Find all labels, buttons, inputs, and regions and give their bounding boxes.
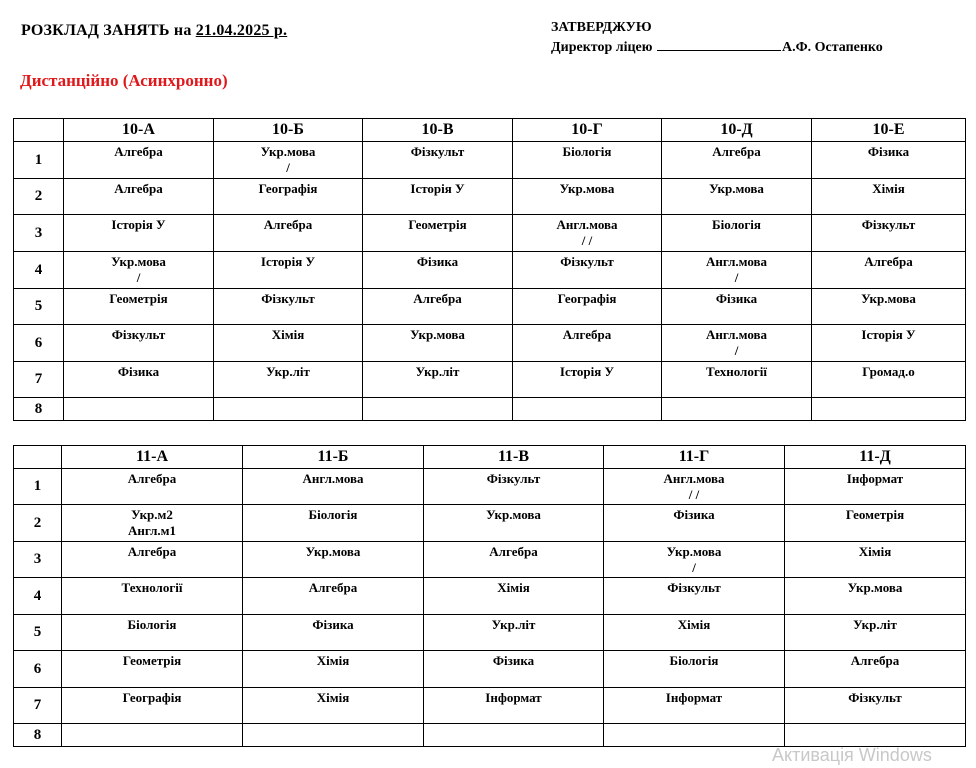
- subject-cell: Алгебра: [64, 179, 214, 215]
- class-header: 10-В: [363, 119, 513, 142]
- subject-cell: Громад.о: [812, 362, 966, 398]
- lesson-row: [14, 289, 966, 325]
- corner-cell: [14, 119, 64, 142]
- class-header: 10-Г: [513, 119, 662, 142]
- subject-cell: Інформат: [785, 469, 966, 505]
- subject-cell: Інформат: [424, 688, 604, 724]
- subject-cell: Фізика: [812, 142, 966, 179]
- subject-cell: Укр.мова: [785, 578, 966, 615]
- subject-cell: [513, 398, 662, 421]
- subject-cell: Історія У: [513, 362, 662, 398]
- lesson-row: [14, 651, 966, 688]
- subject-cell: [424, 724, 604, 747]
- subject-cell: Укр.мова /: [604, 542, 785, 578]
- subject-cell: Укр.літ: [785, 615, 966, 651]
- subject-cell: Фізика: [604, 505, 785, 542]
- corner-cell: [14, 446, 62, 469]
- subject-cell: Геометрія: [363, 215, 513, 252]
- lesson-row: [14, 615, 966, 651]
- subject-cell: Біологія: [662, 215, 812, 252]
- subject-cell: Фізкульт: [214, 289, 363, 325]
- subject-cell: Хімія: [424, 578, 604, 615]
- subject-cell: Фізика: [363, 252, 513, 289]
- lesson-row: [14, 252, 966, 289]
- subject-cell: Історія У: [64, 215, 214, 252]
- lesson-number: 2: [14, 179, 64, 215]
- subject-cell: Геометрія: [785, 505, 966, 542]
- subject-cell: Географія: [62, 688, 243, 724]
- lesson-row: [14, 398, 966, 421]
- subject-cell: Укр.мова /: [64, 252, 214, 289]
- subject-cell: Алгебра: [513, 325, 662, 362]
- subject-cell: Фізика: [243, 615, 424, 651]
- subject-cell: Укр.літ: [424, 615, 604, 651]
- subject-cell: Геометрія: [64, 289, 214, 325]
- schedule-title: [21, 22, 287, 40]
- subject-cell: Алгебра: [363, 289, 513, 325]
- subject-cell: Хімія: [243, 651, 424, 688]
- lesson-row: [14, 505, 966, 542]
- subject-cell: Укр.літ: [214, 362, 363, 398]
- subject-cell: Біологія: [62, 615, 243, 651]
- subject-cell: [363, 398, 513, 421]
- subject-cell: Алгебра: [64, 142, 214, 179]
- subject-cell: Історія У: [214, 252, 363, 289]
- subject-cell: Алгебра: [785, 651, 966, 688]
- subject-cell: [62, 724, 243, 747]
- subject-cell: Географія: [513, 289, 662, 325]
- windows-activation-watermark: Активація Windows: [772, 745, 932, 765]
- class-header: 10-А: [64, 119, 214, 142]
- subject-cell: Фізкульт: [604, 578, 785, 615]
- schedule-table-grade-11: [13, 445, 966, 747]
- subject-cell: Історія У: [363, 179, 513, 215]
- lesson-number: 4: [14, 578, 62, 615]
- lesson-number: 6: [14, 651, 62, 688]
- title-prefix: РОЗКЛАД ЗАНЯТЬ на: [21, 22, 196, 39]
- subject-cell: Англ.мова: [243, 469, 424, 505]
- lesson-number: 3: [14, 215, 64, 252]
- subject-cell: Укр.мова: [424, 505, 604, 542]
- class-header-row: [14, 446, 966, 469]
- lesson-row: [14, 724, 966, 747]
- director-name: А.Ф. Остапенко: [781, 40, 883, 55]
- lesson-row: [14, 142, 966, 179]
- lesson-number: 8: [14, 724, 62, 747]
- subject-cell: [243, 724, 424, 747]
- class-header: 11-Г: [604, 446, 785, 469]
- class-header: 11-Б: [243, 446, 424, 469]
- subject-cell: Фізкульт: [64, 325, 214, 362]
- subject-cell: Фізкульт: [424, 469, 604, 505]
- subject-cell: [64, 398, 214, 421]
- lesson-row: [14, 688, 966, 724]
- subject-cell: Технології: [662, 362, 812, 398]
- subject-cell: Фізкульт: [513, 252, 662, 289]
- class-header-row: [14, 119, 966, 142]
- lesson-row: [14, 325, 966, 362]
- subject-cell: Хімія: [812, 179, 966, 215]
- approve-label: ЗАТВЕРДЖУЮ: [551, 20, 652, 35]
- subject-cell: Фізкульт: [785, 688, 966, 724]
- subject-cell: Укр.літ: [363, 362, 513, 398]
- subject-cell: Укр.мова /: [214, 142, 363, 179]
- subject-cell: Укр.мова: [363, 325, 513, 362]
- subject-cell: Геометрія: [62, 651, 243, 688]
- subject-cell: Укр.мова: [812, 289, 966, 325]
- lesson-number: 2: [14, 505, 62, 542]
- lesson-number: 6: [14, 325, 64, 362]
- director-line: [551, 38, 883, 58]
- subject-cell: Хімія: [604, 615, 785, 651]
- director-label: Директор ліцею: [551, 40, 653, 55]
- subject-cell: Історія У: [812, 325, 966, 362]
- lesson-row: [14, 179, 966, 215]
- subject-cell: [785, 724, 966, 747]
- subject-cell: [214, 398, 363, 421]
- lesson-number: 7: [14, 688, 62, 724]
- lesson-row: [14, 215, 966, 252]
- subject-cell: Укр.м2 Англ.м1: [62, 505, 243, 542]
- lesson-number: 3: [14, 542, 62, 578]
- approval-block: [551, 18, 883, 58]
- class-header: 10-Д: [662, 119, 812, 142]
- subject-cell: Алгебра: [62, 542, 243, 578]
- subject-cell: Фізика: [424, 651, 604, 688]
- class-header: 10-Е: [812, 119, 966, 142]
- lesson-row: [14, 542, 966, 578]
- lesson-number: 1: [14, 142, 64, 179]
- subject-cell: Хімія: [243, 688, 424, 724]
- lesson-row: [14, 578, 966, 615]
- subject-cell: Біологія: [513, 142, 662, 179]
- subject-cell: Алгебра: [424, 542, 604, 578]
- subject-cell: [662, 398, 812, 421]
- lesson-number: 1: [14, 469, 62, 505]
- subject-cell: Фізика: [662, 289, 812, 325]
- subject-cell: Алгебра: [662, 142, 812, 179]
- lesson-number: 7: [14, 362, 64, 398]
- subject-cell: Хімія: [214, 325, 363, 362]
- class-header: 10-Б: [214, 119, 363, 142]
- subject-cell: Укр.мова: [243, 542, 424, 578]
- subject-cell: Інформат: [604, 688, 785, 724]
- lesson-number: 4: [14, 252, 64, 289]
- subject-cell: Англ.мова /: [662, 252, 812, 289]
- class-header: 11-Д: [785, 446, 966, 469]
- signature-line: [657, 38, 781, 51]
- subject-cell: Алгебра: [62, 469, 243, 505]
- subject-cell: Укр.мова: [662, 179, 812, 215]
- lesson-row: [14, 469, 966, 505]
- subject-cell: Алгебра: [214, 215, 363, 252]
- subject-cell: Біологія: [604, 651, 785, 688]
- lesson-number: 5: [14, 289, 64, 325]
- lesson-number: 8: [14, 398, 64, 421]
- subject-cell: Англ.мова / /: [513, 215, 662, 252]
- subject-cell: Фізкульт: [812, 215, 966, 252]
- subject-cell: Географія: [214, 179, 363, 215]
- subject-cell: [604, 724, 785, 747]
- class-header: 11-В: [424, 446, 604, 469]
- subject-cell: Фізика: [64, 362, 214, 398]
- subject-cell: Алгебра: [812, 252, 966, 289]
- learning-mode: Дистанційно (Асинхронно): [20, 71, 228, 90]
- lesson-row: [14, 362, 966, 398]
- subject-cell: Технології: [62, 578, 243, 615]
- subject-cell: Алгебра: [243, 578, 424, 615]
- subject-cell: Хімія: [785, 542, 966, 578]
- class-header: 11-А: [62, 446, 243, 469]
- subject-cell: Англ.мова /: [662, 325, 812, 362]
- lesson-number: 5: [14, 615, 62, 651]
- subject-cell: Біологія: [243, 505, 424, 542]
- subject-cell: Англ.мова / /: [604, 469, 785, 505]
- subject-cell: Укр.мова: [513, 179, 662, 215]
- subject-cell: Фізкульт: [363, 142, 513, 179]
- schedule-date: 21.04.2025 р.: [195, 22, 288, 39]
- subject-cell: [812, 398, 966, 421]
- schedule-table-grade-10: [13, 118, 966, 421]
